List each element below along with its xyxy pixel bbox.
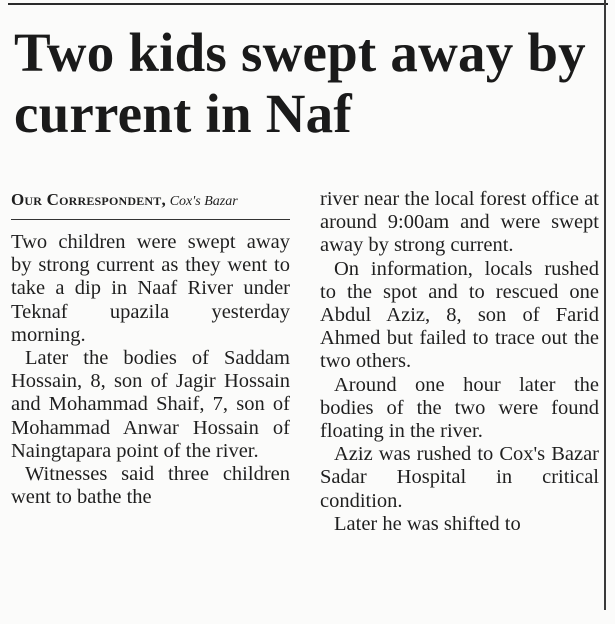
paragraph-hospital: Aziz was rushed to Cox's Bazar Sadar Hospital in critical condition.	[320, 443, 599, 512]
article-headline: Two kids swept away by current in Naf	[14, 22, 586, 144]
paragraph-rescue: On information, locals rushed to the spot and to rescued one Abdul Aziz, 8, son of Farid Ahmed but failed to trace out the two others.	[320, 257, 599, 373]
article-column-right	[320, 188, 599, 536]
byline-correspondent: Our Correspondent,	[11, 190, 166, 209]
paragraph-bodies-found: Around one hour later the bodies of the two were found floating in the river.	[320, 373, 599, 443]
paragraph-intro: Two children were swept away by strong current as they went to take a dip in Naaf River under Teknaf upazila yesterday morning.	[11, 231, 290, 346]
column-edge-divider	[604, 0, 606, 610]
byline	[11, 190, 290, 211]
top-divider	[8, 3, 608, 5]
article-column-left	[11, 190, 290, 509]
paragraph-witnesses: Witnesses said three children went to bathe the	[11, 463, 290, 509]
paragraph-witnesses-continued: river near the local forest office at around 9:00am and were swept away by strong current.	[320, 188, 599, 257]
paragraph-shifted: Later he was shifted to	[334, 512, 521, 535]
byline-divider	[11, 219, 290, 220]
byline-location: Cox's Bazar	[169, 194, 238, 209]
paragraph-bodies: Later the bodies of Saddam Hossain, 8, son of Jagir Hossain and Mohammad Shaif, 7, son of Mohammad Anwar Hossain of Naingtapara point of the river.	[11, 347, 290, 462]
